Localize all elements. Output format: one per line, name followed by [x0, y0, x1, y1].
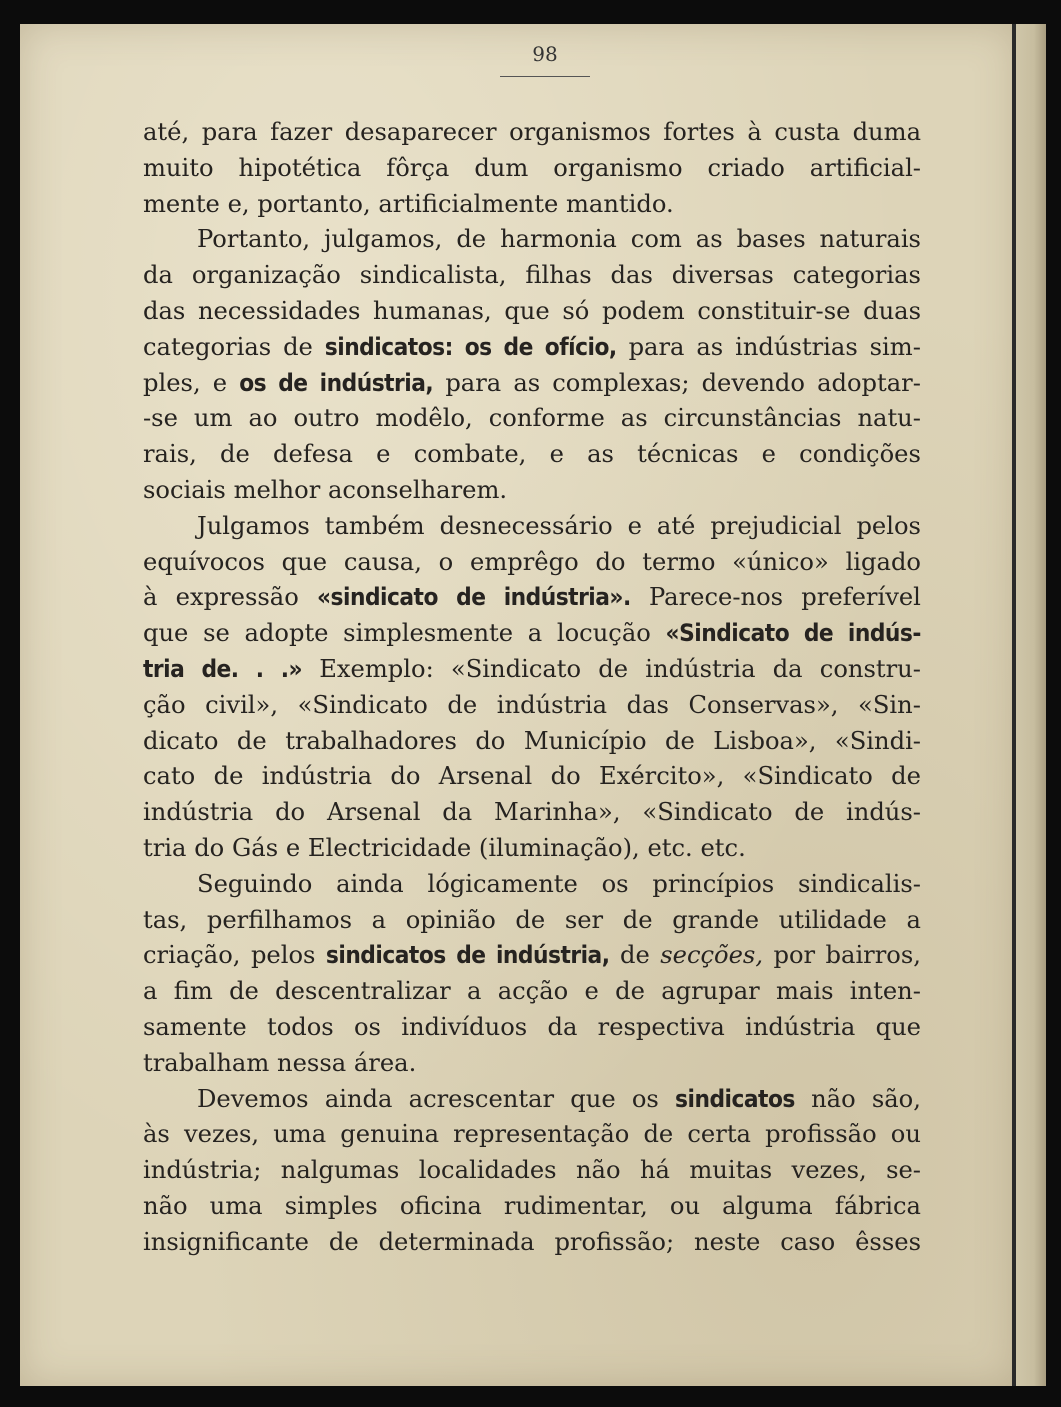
- word: mantido.: [566, 189, 674, 218]
- word: tas,: [143, 905, 188, 934]
- word: à: [143, 583, 158, 612]
- word: Município: [523, 726, 647, 755]
- word: Marinha»,: [494, 798, 621, 827]
- text-line: [143, 1010, 921, 1046]
- text-line: [143, 545, 921, 581]
- word: e: [212, 368, 228, 397]
- word: trabalham: [143, 1048, 270, 1077]
- word: uma: [209, 1191, 263, 1220]
- text-line: [143, 938, 921, 974]
- text-line: [143, 1225, 921, 1261]
- word: nalgumas: [280, 1156, 400, 1185]
- word: Arsenal: [326, 798, 421, 827]
- word: agrupar: [661, 977, 760, 1006]
- word: de: [515, 905, 546, 934]
- next-page-edge: [1016, 24, 1046, 1386]
- bold-word: .»: [280, 654, 303, 683]
- word: adopte: [244, 619, 329, 648]
- word: as: [513, 368, 541, 397]
- word: das: [626, 690, 669, 719]
- text-line: [143, 974, 921, 1010]
- word: técnicas: [637, 440, 739, 469]
- word: fôrça: [386, 153, 450, 182]
- word: emprêgo: [470, 547, 579, 576]
- word: devendo: [701, 368, 805, 397]
- word: indús-: [846, 798, 921, 827]
- word: Lisboa»,: [713, 726, 817, 755]
- word: fim: [173, 977, 213, 1006]
- text-line: [143, 187, 921, 223]
- word: as: [620, 404, 648, 433]
- word: a: [143, 977, 158, 1006]
- word: sindicalis-: [797, 869, 921, 898]
- word: para: [201, 118, 258, 146]
- word: de: [622, 905, 653, 934]
- word: profissão;: [554, 1227, 675, 1256]
- word: locução: [556, 619, 651, 648]
- word: desaparecer: [344, 118, 497, 146]
- word: de: [283, 332, 313, 361]
- word: ples,: [143, 368, 201, 397]
- word: organização: [191, 261, 341, 290]
- bold-word: de: [456, 941, 486, 970]
- text-line: [143, 509, 921, 545]
- word: de: [665, 726, 695, 755]
- word: Parece-nos: [648, 583, 784, 612]
- word: lógicamente: [427, 869, 578, 898]
- text-line: [143, 115, 921, 151]
- word: da: [442, 798, 473, 827]
- word: acrescentar: [408, 1084, 555, 1113]
- bold-word: indústria».: [503, 583, 631, 612]
- word: pelos: [250, 941, 316, 970]
- word: Arsenal: [438, 762, 533, 791]
- word: adoptar-: [817, 368, 921, 397]
- word: de: [236, 726, 267, 755]
- word: julgamos,: [324, 225, 443, 254]
- word: civil»,: [205, 690, 279, 719]
- bold-word: os: [239, 368, 267, 397]
- word: há: [639, 1156, 670, 1185]
- word: filhas: [525, 261, 592, 290]
- word: vezes,: [183, 1120, 260, 1149]
- word: que: [504, 296, 550, 325]
- word: sociais: [143, 475, 226, 504]
- word: de: [794, 798, 825, 827]
- italic-word: secções,: [660, 941, 764, 970]
- word: não: [811, 1084, 856, 1113]
- word: ainda: [336, 869, 404, 898]
- word: do: [550, 762, 581, 791]
- word: a: [906, 905, 921, 934]
- word: Electricidade: [307, 833, 472, 862]
- word: de: [615, 977, 645, 1006]
- word: circunstâncias: [663, 404, 842, 433]
- word: de: [213, 762, 244, 791]
- word: complexas;: [552, 368, 690, 397]
- word: etc.: [647, 833, 693, 862]
- word: simplesmente: [343, 619, 514, 648]
- word: às: [143, 1120, 170, 1149]
- text-line: [143, 831, 921, 867]
- text-line: [143, 401, 921, 437]
- word: descentralizar: [275, 977, 451, 1006]
- word: vezes,: [791, 1156, 867, 1185]
- word: acção: [497, 977, 569, 1006]
- word: do: [595, 547, 626, 576]
- word: das: [143, 296, 186, 325]
- word: Julgamos: [197, 511, 310, 540]
- word: indústria;: [143, 1156, 262, 1185]
- word: ao: [248, 404, 278, 433]
- word: ainda: [324, 1084, 393, 1113]
- word: «Sindi-: [834, 726, 921, 755]
- word: representação: [453, 1120, 630, 1149]
- word: samente: [143, 1012, 247, 1041]
- word: opinião: [405, 905, 496, 934]
- word: das: [610, 261, 653, 290]
- word: não: [575, 1156, 621, 1185]
- word: do: [275, 798, 306, 827]
- text-line: [143, 867, 921, 903]
- text-line: [143, 1189, 921, 1225]
- word: mente: [143, 189, 220, 218]
- word: perfilhamos: [206, 905, 353, 934]
- word: Exemplo:: [319, 654, 434, 683]
- bold-word: de: [278, 368, 308, 397]
- word: profissão: [765, 1120, 877, 1149]
- word: por: [773, 941, 816, 970]
- text-line: [143, 1046, 921, 1082]
- word: certa: [687, 1120, 751, 1149]
- word: de: [229, 977, 259, 1006]
- word: podem: [601, 296, 685, 325]
- word: ser: [564, 905, 604, 934]
- word: só: [562, 296, 590, 325]
- text-line: [143, 616, 921, 652]
- word: «Sindicato: [642, 798, 773, 827]
- word: natu-: [857, 404, 921, 433]
- word: indústria: [143, 798, 254, 827]
- text-line: [143, 1082, 921, 1118]
- word: Exército»,: [599, 762, 725, 791]
- word: causa,: [343, 547, 422, 576]
- text-line: [143, 366, 921, 402]
- word: humanas,: [373, 296, 492, 325]
- word: utilidade: [778, 905, 887, 934]
- word: aconselharem.: [328, 475, 508, 504]
- word: as: [695, 225, 723, 254]
- word: não: [143, 1191, 188, 1220]
- word: para: [445, 368, 502, 397]
- word: indústria: [496, 690, 608, 719]
- word: os: [631, 1084, 659, 1113]
- word: categorias: [143, 332, 272, 361]
- word: êsses: [855, 1227, 921, 1256]
- text-line: [143, 580, 921, 616]
- word: os: [353, 1012, 381, 1041]
- word: localidades: [418, 1156, 557, 1185]
- word: de: [328, 1227, 359, 1256]
- word: respectiva: [597, 1012, 725, 1041]
- word: e,: [227, 189, 250, 218]
- word: do: [194, 833, 225, 862]
- word: constru-: [819, 654, 921, 683]
- word: constituir-se: [697, 296, 851, 325]
- word: de: [447, 690, 478, 719]
- word: criação,: [143, 941, 241, 970]
- word: -se: [143, 404, 178, 433]
- word: de: [598, 654, 629, 683]
- word: artificialmente: [378, 189, 559, 218]
- word: etc.: [700, 833, 746, 862]
- word: indústrias: [735, 332, 858, 361]
- word: e: [376, 440, 391, 469]
- word: organismos: [509, 118, 651, 146]
- word: naturais: [819, 225, 921, 254]
- word: genuina: [340, 1120, 439, 1149]
- word: categorias: [792, 261, 921, 290]
- bold-word: «sindicato: [316, 583, 438, 612]
- word: bases: [736, 225, 806, 254]
- word: Gás: [231, 833, 279, 862]
- word: indivíduos: [401, 1012, 528, 1041]
- word: fábrica: [834, 1191, 921, 1220]
- bold-word: indústria,: [495, 941, 610, 970]
- word: uma: [273, 1120, 327, 1149]
- word: organismo: [553, 153, 683, 182]
- word: «único»: [732, 547, 829, 576]
- word: sim-: [869, 332, 921, 361]
- bold-word: de: [503, 332, 533, 361]
- word: da: [143, 261, 173, 290]
- text-line: [143, 652, 921, 688]
- text-line: [143, 688, 921, 724]
- word: hipotética: [238, 153, 362, 182]
- word: alguma: [722, 1191, 813, 1220]
- text-line: [143, 151, 921, 187]
- word: que: [570, 1084, 616, 1113]
- word: grande: [672, 905, 760, 934]
- word: ou: [890, 1120, 921, 1149]
- word: muitas: [689, 1156, 773, 1185]
- word: diversas: [671, 261, 774, 290]
- word: as: [587, 440, 614, 469]
- word: e: [627, 511, 642, 540]
- word: preferível: [801, 583, 921, 612]
- word: tria: [143, 833, 187, 862]
- word: com: [630, 225, 682, 254]
- word: trabalhadores: [285, 726, 457, 755]
- bold-word: sindicatos: [675, 1084, 795, 1113]
- word: termo: [642, 547, 716, 576]
- word: fazer: [270, 118, 333, 146]
- word: a: [371, 905, 387, 934]
- word: a: [467, 977, 482, 1006]
- word: cato: [143, 762, 196, 791]
- word: dum: [474, 153, 529, 182]
- word: um: [193, 404, 233, 433]
- word: neste: [694, 1227, 761, 1256]
- word: sindicalista,: [359, 261, 507, 290]
- word: criado: [707, 153, 785, 182]
- word: conforme: [488, 404, 605, 433]
- word: indústria: [645, 654, 756, 683]
- word: insignificante: [143, 1227, 309, 1256]
- word: melhor: [233, 475, 321, 504]
- word: condições: [799, 440, 921, 469]
- word: modêlo,: [375, 404, 473, 433]
- text-line: [143, 724, 921, 760]
- word: necessidades: [197, 296, 361, 325]
- word: expressão: [175, 583, 299, 612]
- word: duma: [852, 118, 921, 146]
- word: artificial-: [809, 153, 921, 182]
- word: muito: [143, 153, 214, 182]
- bold-word: «Sindicato: [665, 619, 790, 648]
- word: pelos: [856, 511, 921, 540]
- word: e: [584, 977, 599, 1006]
- word: «Sindicato: [450, 654, 582, 683]
- word: todos: [266, 1012, 334, 1041]
- word: mais: [775, 977, 834, 1006]
- text-line: [143, 795, 921, 831]
- word: «Sindicato: [297, 690, 428, 719]
- word: defesa: [273, 440, 353, 469]
- bold-word: ofício,: [544, 332, 617, 361]
- word: até: [656, 511, 696, 540]
- word: Seguindo: [197, 869, 313, 898]
- word: nessa: [277, 1048, 347, 1077]
- word: as: [696, 332, 724, 361]
- word: rudimentar,: [503, 1191, 648, 1220]
- word: que: [143, 619, 189, 648]
- text-line: [143, 1117, 921, 1153]
- word: e: [761, 440, 776, 469]
- bold-word: indústria,: [319, 368, 434, 397]
- word: princípios: [652, 869, 775, 898]
- bold-word: sindicatos:: [324, 332, 453, 361]
- word: determinada: [378, 1227, 535, 1256]
- word: rais,: [143, 440, 197, 469]
- word: Portanto,: [197, 225, 311, 254]
- bold-word: tria: [143, 654, 185, 683]
- bold-word: de: [456, 583, 486, 612]
- word: (iluminação),: [478, 833, 640, 862]
- word: bairros,: [825, 941, 921, 970]
- bold-word: os: [464, 332, 492, 361]
- text-line: [143, 330, 921, 366]
- word: e: [285, 833, 301, 862]
- word: também: [324, 511, 425, 540]
- bold-word: .: [255, 654, 264, 683]
- word: desnecessário: [439, 511, 613, 540]
- word: da: [547, 1012, 578, 1041]
- word: duas: [863, 296, 921, 325]
- word: são,: [871, 1084, 921, 1113]
- word: da: [772, 654, 803, 683]
- word: se-: [886, 1156, 921, 1185]
- word: ligado: [845, 547, 921, 576]
- word: a: [527, 619, 543, 648]
- text-line: [143, 258, 921, 294]
- word: de: [643, 1120, 674, 1149]
- text-line: [143, 294, 921, 330]
- word: para: [628, 332, 685, 361]
- word: de: [619, 941, 650, 970]
- word: o: [438, 547, 454, 576]
- word: prejudicial: [710, 511, 842, 540]
- word: que: [875, 1012, 921, 1041]
- word: ção: [143, 690, 186, 719]
- word: custa: [774, 118, 841, 146]
- word: equívocos: [143, 547, 265, 576]
- word: dicato: [143, 726, 219, 755]
- text-line: [143, 222, 921, 258]
- word: Devemos: [197, 1084, 309, 1113]
- word: inten-: [849, 977, 921, 1006]
- page-number-rule: [500, 76, 590, 77]
- word: outro: [293, 404, 360, 433]
- word: até,: [143, 118, 190, 146]
- word: «Sindicato: [742, 762, 873, 791]
- text-line: [143, 759, 921, 795]
- word: portanto,: [257, 189, 371, 218]
- page-number: 98: [532, 42, 558, 66]
- body-text: [143, 115, 921, 1261]
- word: e: [549, 440, 564, 469]
- word: Conservas»,: [688, 690, 839, 719]
- text-line: [143, 473, 921, 509]
- word: área.: [353, 1048, 417, 1077]
- word: indústria: [745, 1012, 856, 1041]
- word: caso: [780, 1227, 836, 1256]
- word: de: [891, 762, 921, 791]
- word: fortes: [663, 118, 735, 146]
- word: do: [475, 726, 506, 755]
- word: os: [601, 869, 629, 898]
- word: do: [390, 762, 421, 791]
- bold-word: de.: [201, 654, 239, 683]
- word: «Sin-: [858, 690, 921, 719]
- bold-word: sindicatos: [325, 941, 446, 970]
- text-line: [143, 437, 921, 473]
- text-line: [143, 903, 921, 939]
- word: se: [203, 619, 230, 648]
- bold-word: indús-: [847, 619, 921, 648]
- word: harmonia: [500, 225, 617, 254]
- word: oficina: [399, 1191, 482, 1220]
- word: indústria: [261, 762, 373, 791]
- word: simples: [284, 1191, 378, 1220]
- word: combate,: [413, 440, 527, 469]
- word: que: [281, 547, 328, 576]
- text-line: [143, 1153, 921, 1189]
- bold-word: de: [803, 619, 834, 648]
- word: à: [747, 118, 762, 146]
- word: de: [220, 440, 250, 469]
- word: de: [456, 225, 487, 254]
- word: ou: [669, 1191, 701, 1220]
